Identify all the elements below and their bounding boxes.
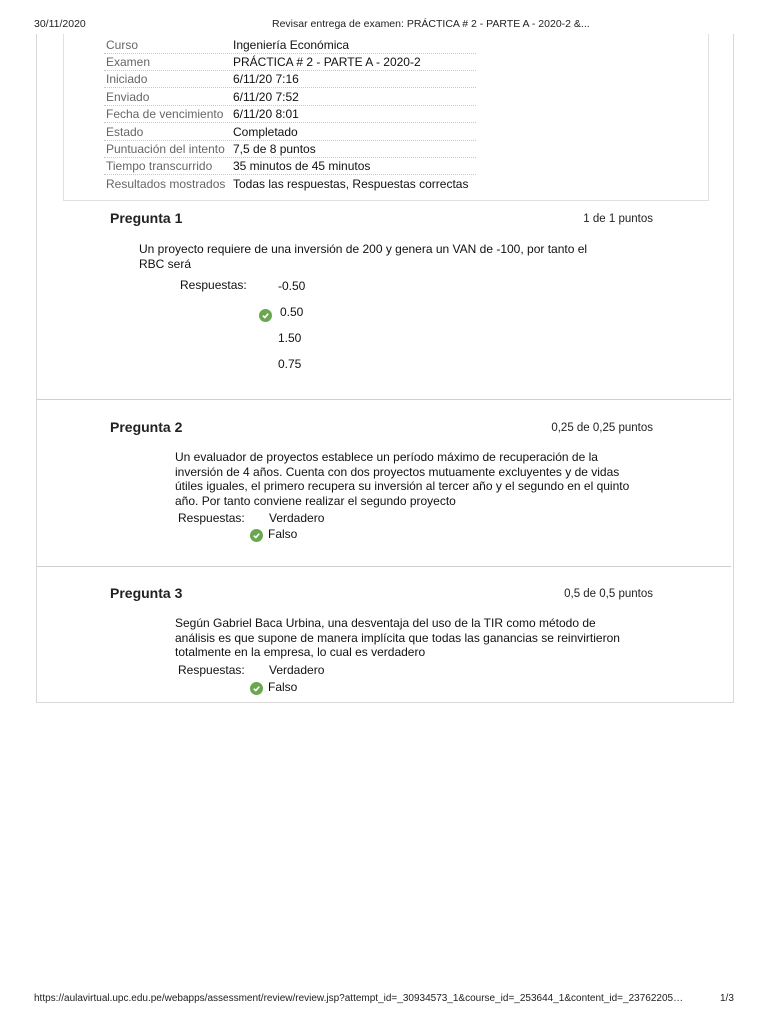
- answers-label: Respuestas:: [178, 663, 245, 677]
- summary-row-examen: [104, 53, 476, 71]
- correct-check-icon: [250, 529, 263, 542]
- question-score: 0,5 de 0,5 puntos: [564, 588, 653, 600]
- correct-check-icon: [250, 682, 263, 695]
- question-title: Pregunta 3: [110, 585, 183, 601]
- summary-row-enviado: [104, 88, 476, 106]
- summary-label: Iniciado: [106, 72, 148, 86]
- summary-label: Estado: [106, 125, 144, 139]
- question-score: 0,25 de 0,25 puntos: [551, 422, 653, 434]
- summary-row-puntuacion: [104, 140, 476, 158]
- summary-value: Ingeniería Económica: [233, 38, 350, 52]
- answer-option: 1.50: [278, 331, 302, 345]
- question-title: Pregunta 1: [110, 210, 183, 226]
- question-text: [175, 450, 655, 508]
- summary-label: Enviado: [106, 90, 150, 104]
- correct-check-icon: [259, 309, 272, 322]
- summary-row-iniciado: [104, 70, 476, 88]
- question-score: 1 de 1 puntos: [583, 213, 653, 225]
- question-text: [139, 242, 619, 271]
- summary-value: PRÁCTICA # 2 - PARTE A - 2020-2: [233, 55, 421, 69]
- print-page-number: 1/3: [720, 993, 734, 1004]
- summary-value: 6/11/20 8:01: [233, 107, 299, 121]
- answer-option: Verdadero: [269, 511, 325, 525]
- summary-value: 6/11/20 7:52: [233, 90, 299, 104]
- answer-option-correct: 0.50: [280, 305, 304, 319]
- question-text: [175, 616, 655, 660]
- answer-option: -0.50: [278, 279, 306, 293]
- question-text-line: RBC será: [139, 256, 192, 271]
- question-title: Pregunta 2: [110, 419, 183, 435]
- question-text-line: Según Gabriel Baca Urbina, una desventaja del uso de la TIR como método de: [175, 616, 596, 630]
- print-url: https://aulavirtual.upc.edu.pe/webapps/assessment/review/review.jsp?attempt_id=_30934573_1&course_id=_253644_1&content_id=_23762205…: [34, 993, 684, 1004]
- summary-row-estado: [104, 123, 476, 141]
- question-text-line: útiles iguales, el primero recupera su inversión al tercer año y el segundo en el quinto: [175, 479, 630, 493]
- summary-value: 35 minutos de 45 minutos: [233, 159, 371, 173]
- question-text-line: Un proyecto requiere de una inversión de 200 y genera un VAN de -100, por tanto el: [139, 242, 588, 256]
- summary-row-curso: [104, 36, 476, 54]
- answer-option: Verdadero: [269, 663, 325, 677]
- summary-row-tiempo: [104, 157, 476, 175]
- question-text-line: inversión de 4 años. Cuenta con dos proyectos mutuamente excluyentes y de vidas: [175, 464, 620, 479]
- summary-value: 6/11/20 7:16: [233, 72, 299, 86]
- answers-label: Respuestas:: [180, 278, 247, 292]
- question-text-line: año. Por tanto conviene realizar el segundo proyecto: [175, 493, 456, 508]
- summary-label: Resultados mostrados: [106, 177, 226, 191]
- question-text-line: totalmente en la empresa, lo cual es verdadero: [175, 645, 426, 659]
- print-title: Revisar entrega de examen: PRÁCTICA # 2 - PARTE A - 2020-2 &...: [272, 18, 590, 30]
- answer-option-correct: Falso: [268, 527, 298, 541]
- summary-row-resultados: [104, 175, 476, 192]
- summary-value: Todas las respuestas, Respuestas correctas: [233, 177, 469, 191]
- print-date: 30/11/2020: [34, 18, 86, 30]
- answer-option-correct: Falso: [268, 680, 298, 694]
- question-text-line: análisis es que supone de manera implícita que todas las ganancias se reinvirtieron: [175, 630, 620, 645]
- summary-label: Puntuación del intento: [106, 142, 225, 156]
- question-text-line: Un evaluador de proyectos establece un período máximo de recuperación de la: [175, 450, 598, 464]
- summary-label: Curso: [106, 38, 139, 52]
- summary-label: Tiempo transcurrido: [106, 159, 213, 173]
- summary-value: Completado: [233, 125, 298, 139]
- summary-label: Examen: [106, 55, 151, 69]
- answers-label: Respuestas:: [178, 511, 245, 525]
- summary-row-vencimiento: [104, 105, 476, 123]
- question-separator: [37, 399, 731, 400]
- answer-option: 0.75: [278, 357, 302, 371]
- summary-value: 7,5 de 8 puntos: [233, 142, 316, 156]
- summary-label: Fecha de vencimiento: [106, 107, 224, 121]
- question-separator: [37, 566, 731, 567]
